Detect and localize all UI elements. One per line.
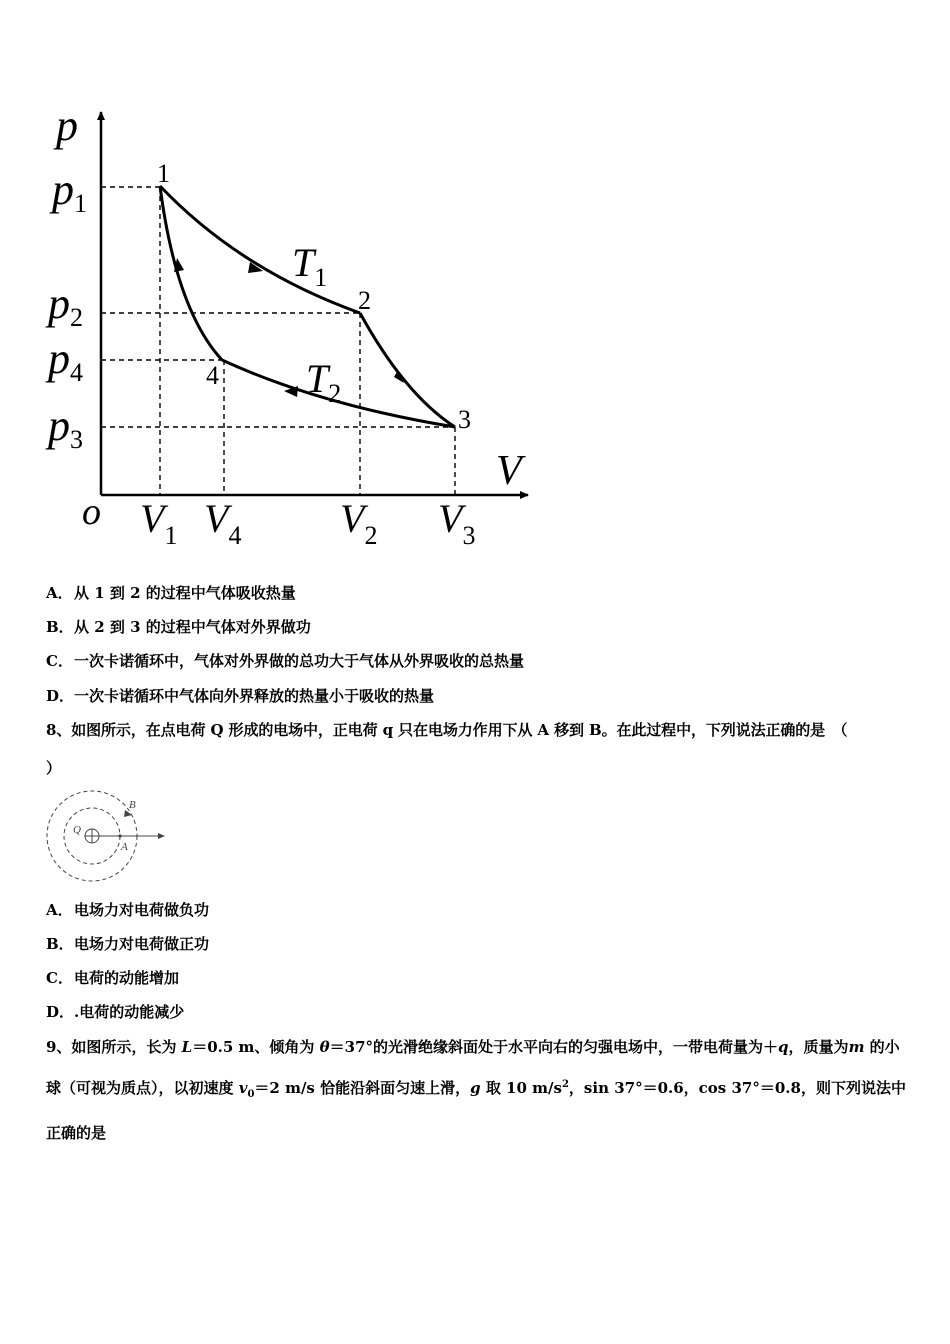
- point-charge-field-figure: [40, 788, 180, 888]
- v-axis-label: V: [496, 448, 522, 494]
- v4-label: V4: [204, 496, 242, 550]
- v3-label: V3: [438, 496, 476, 550]
- option-text: 电场力对电荷做负功: [74, 901, 210, 919]
- option-letter: B．: [46, 618, 74, 636]
- q9-text: ＝0.5 m、倾角为: [192, 1038, 320, 1056]
- point-b-arrow: [124, 810, 132, 817]
- arrow-4-1: [174, 258, 184, 272]
- option-letter: A．: [46, 901, 73, 919]
- q9-text: ＝37°的光滑绝缘斜面处于水平向右的匀强电场中，一带电荷量为＋: [329, 1038, 779, 1056]
- q9-text: ，sin 37°＝0.6，cos 37°＝0.8，则下列说法中正确的是: [46, 1079, 906, 1142]
- var-v: v: [238, 1079, 248, 1097]
- p3-label: p3: [48, 401, 83, 454]
- var-q: q: [778, 1038, 789, 1056]
- isotherm-t1-curve: [160, 186, 360, 313]
- q7-option-a: [46, 583, 916, 603]
- guide-lines: [101, 187, 455, 495]
- var-l: L: [181, 1038, 193, 1056]
- p4-label: p4: [48, 334, 83, 387]
- option-text: 一次卡诺循环中气体向外界释放的热量小于吸收的热量: [74, 687, 435, 705]
- q8-option-a: [46, 900, 916, 920]
- p2-label: p2: [48, 279, 83, 332]
- adiabat-4-1-curve: [160, 186, 222, 360]
- option-text: 电场力对电荷做正功: [74, 935, 210, 953]
- q9-text: 取 10 m/s: [480, 1079, 562, 1097]
- option-text: 从 2 到 3 的过程中气体对外界做功: [74, 618, 311, 636]
- option-text: 从 1 到 2 的过程中气体吸收热量: [74, 584, 296, 602]
- q8-stem-line-2: ）: [46, 759, 62, 777]
- point-a-label: A: [121, 841, 128, 853]
- v1-label: V1: [140, 496, 178, 550]
- point-b-label: B: [129, 799, 136, 811]
- p1-label: p1: [52, 165, 87, 218]
- q7-option-b: [46, 617, 916, 637]
- option-letter: A．: [46, 584, 73, 602]
- q8-stem-line-1: 8、如图所示，在点电荷 Q 形成的电场中，正电荷 q 只在电场力作用下从 A 移到 B。在此过程中，下列说法正确的是 （: [46, 721, 848, 739]
- q8-option-c: [46, 968, 916, 988]
- point-1-label: 1: [157, 159, 170, 188]
- option-letter: D．: [46, 687, 75, 705]
- subscript-0: 0: [247, 1089, 255, 1100]
- q7-option-c: [46, 651, 916, 671]
- carnot-pv-diagram: [0, 0, 560, 560]
- q9-text: 9、如图所示，长为: [46, 1038, 182, 1056]
- var-m: m: [848, 1038, 865, 1056]
- superscript-2: 2: [561, 1079, 569, 1090]
- q8-option-b: [46, 934, 916, 954]
- q9-stem: [46, 1028, 908, 1152]
- p-axis-label: p: [56, 101, 78, 150]
- option-letter: C．: [46, 652, 73, 670]
- option-text: 电荷的动能增加: [74, 969, 180, 987]
- var-g: g: [470, 1079, 481, 1097]
- option-text: .电荷的动能减少: [74, 1003, 185, 1021]
- option-letter: B．: [46, 935, 74, 953]
- q9-text: 的小球（可视为质点），以初速度: [46, 1038, 900, 1097]
- t2-label: T2: [306, 356, 342, 408]
- q9-text: ，质量为: [788, 1038, 849, 1056]
- q7-option-d: [46, 686, 916, 706]
- option-letter: D．: [46, 1003, 75, 1021]
- v2-label: V2: [340, 496, 378, 550]
- point-3-label: 3: [458, 405, 471, 434]
- charge-q-label: Q: [73, 824, 81, 836]
- option-letter: C．: [46, 969, 73, 987]
- var-theta: θ: [319, 1038, 330, 1056]
- option-text: 一次卡诺循环中，气体对外界做的总功大于气体从外界吸收的总热量: [74, 652, 525, 670]
- origin-label: o: [82, 491, 101, 533]
- q8-option-d: [46, 1002, 916, 1022]
- q9-text: ＝2 m/s 恰能沿斜面匀速上滑，: [254, 1079, 471, 1097]
- t1-label: T1: [292, 240, 328, 292]
- point-2-label: 2: [358, 286, 371, 315]
- point-4-label: 4: [206, 361, 219, 390]
- point-a-dot: [118, 834, 121, 837]
